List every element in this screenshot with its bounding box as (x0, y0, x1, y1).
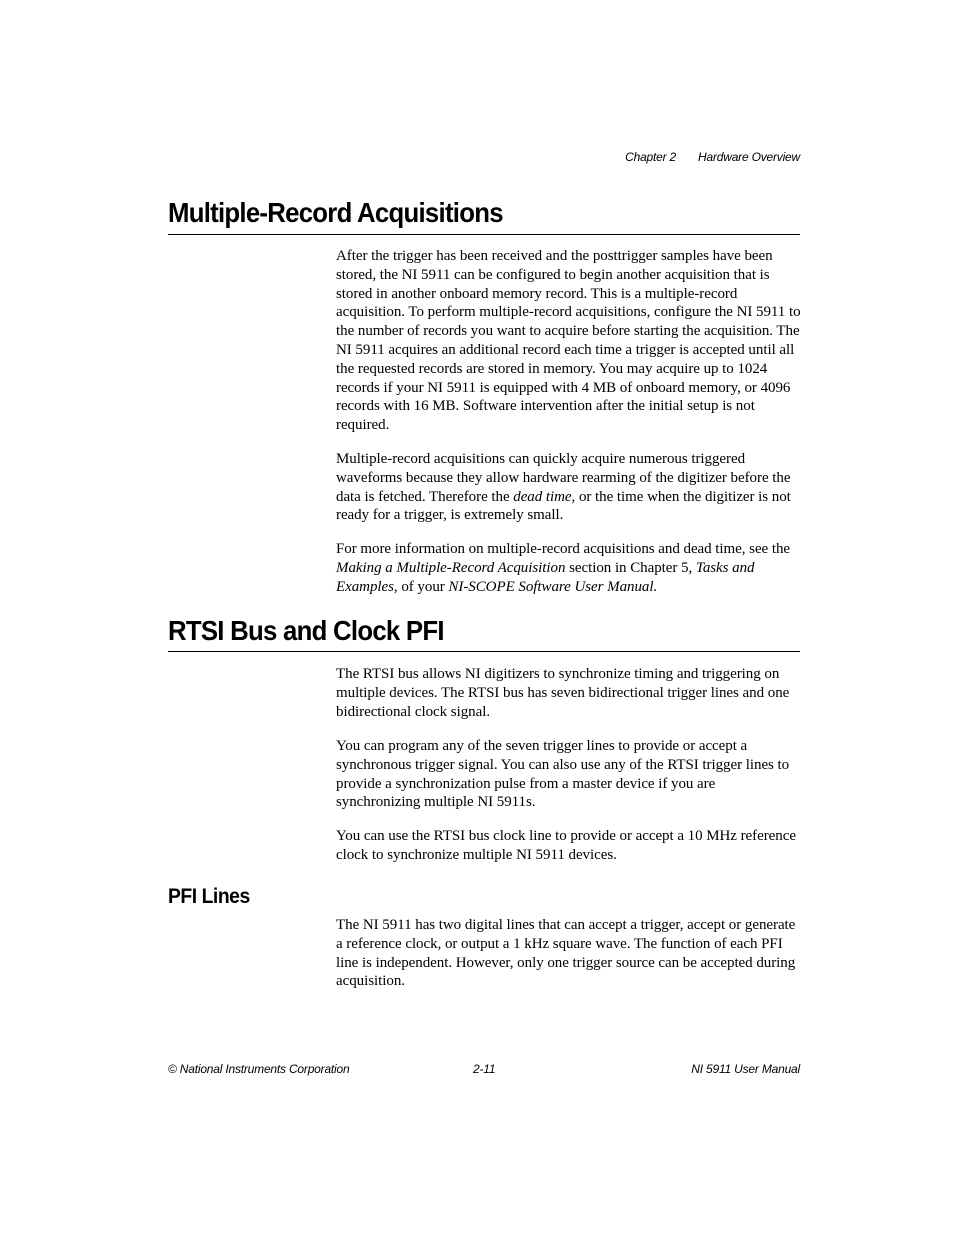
reference-niscope-manual: NI-SCOPE Software User Manual. (448, 578, 658, 595)
paragraph-rtsi-1: The RTSI bus allows NI digitizers to synchronize timing and triggering on multiple devices. The RTSI bus has seven bidirectional trigger lines and one bidirectional clock signal. (336, 666, 790, 720)
paragraph-multi-3: For more information on multiple-record acquisitions and dead time, see the Making a Multiple-Record Acquisition section in Chapter 5, Tasks and Examples, of your NI-SCOPE Software User Manual. (336, 541, 791, 595)
heading-pfi-lines: PFI Lines (168, 885, 250, 908)
header-section: Hardware Overview (698, 150, 800, 164)
paragraph-rtsi-2: You can program any of the seven trigger lines to provide or accept a synchronous trigger signal. You can also use any of the RTSI trigger lines to provide a synchronization pulse from a master device if you are synchronizing multiple NI 5911s. (336, 738, 790, 811)
header-chapter: Chapter 2 (625, 150, 677, 164)
paragraph-pfi-1: The NI 5911 has two digital lines that can accept a trigger, accept or generate a reference clock, or output a 1 kHz square wave. The function of each PFI line is independent. However, only one trigger source can be accepted during acquisition. (336, 917, 796, 990)
running-header (625, 150, 800, 164)
footer-manual-title: NI 5911 User Manual (691, 1062, 800, 1076)
footer-page-number: 2-11 (473, 1062, 496, 1076)
heading-rtsi-bus-and-clock-pfi: RTSI Bus and Clock PFI (168, 615, 444, 646)
heading-rule (168, 234, 800, 235)
heading-rule (168, 651, 800, 652)
term-dead-time: dead time (513, 488, 572, 505)
footer-copyright: © National Instruments Corporation (168, 1062, 350, 1076)
heading-multiple-record-acquisitions: Multiple-Record Acquisitions (168, 197, 503, 228)
paragraph-multi-1: After the trigger has been received and the posttrigger samples have been stored, the NI 5911 can be configured to begin another acquisition that is stored in another onboard memory record. This is a multiple-record acquisition. To perform multiple-record acquisitions, configure the NI 5911 to the number of records you want to acquire before starting the acquisition. The NI 5911 acquires an additional record each time a trigger is accepted until all the requested records are stored in memory. You may acquire up to 1024 records if your NI 5911 is equipped with 4 MB of onboard memory, or 4096 records with 16 MB. Software intervention after the initial setup is not required. (336, 248, 801, 434)
reference-tasks-and-examples: Tasks and Examples (336, 559, 755, 595)
reference-making-multiple-record: Making a Multiple-Record Acquisition (336, 559, 566, 576)
paragraph-multi-2: Multiple-record acquisitions can quickly acquire numerous triggered waveforms because they allow hardware rearming of the digitizer before the data is fetched. Therefore the dead time, or the time when the digitizer is not ready for a trigger, is extremely small. (336, 451, 791, 524)
paragraph-rtsi-3: You can use the RTSI bus clock line to provide or accept a 10 MHz reference clock to synchronize multiple NI 5911 devices. (336, 828, 796, 863)
